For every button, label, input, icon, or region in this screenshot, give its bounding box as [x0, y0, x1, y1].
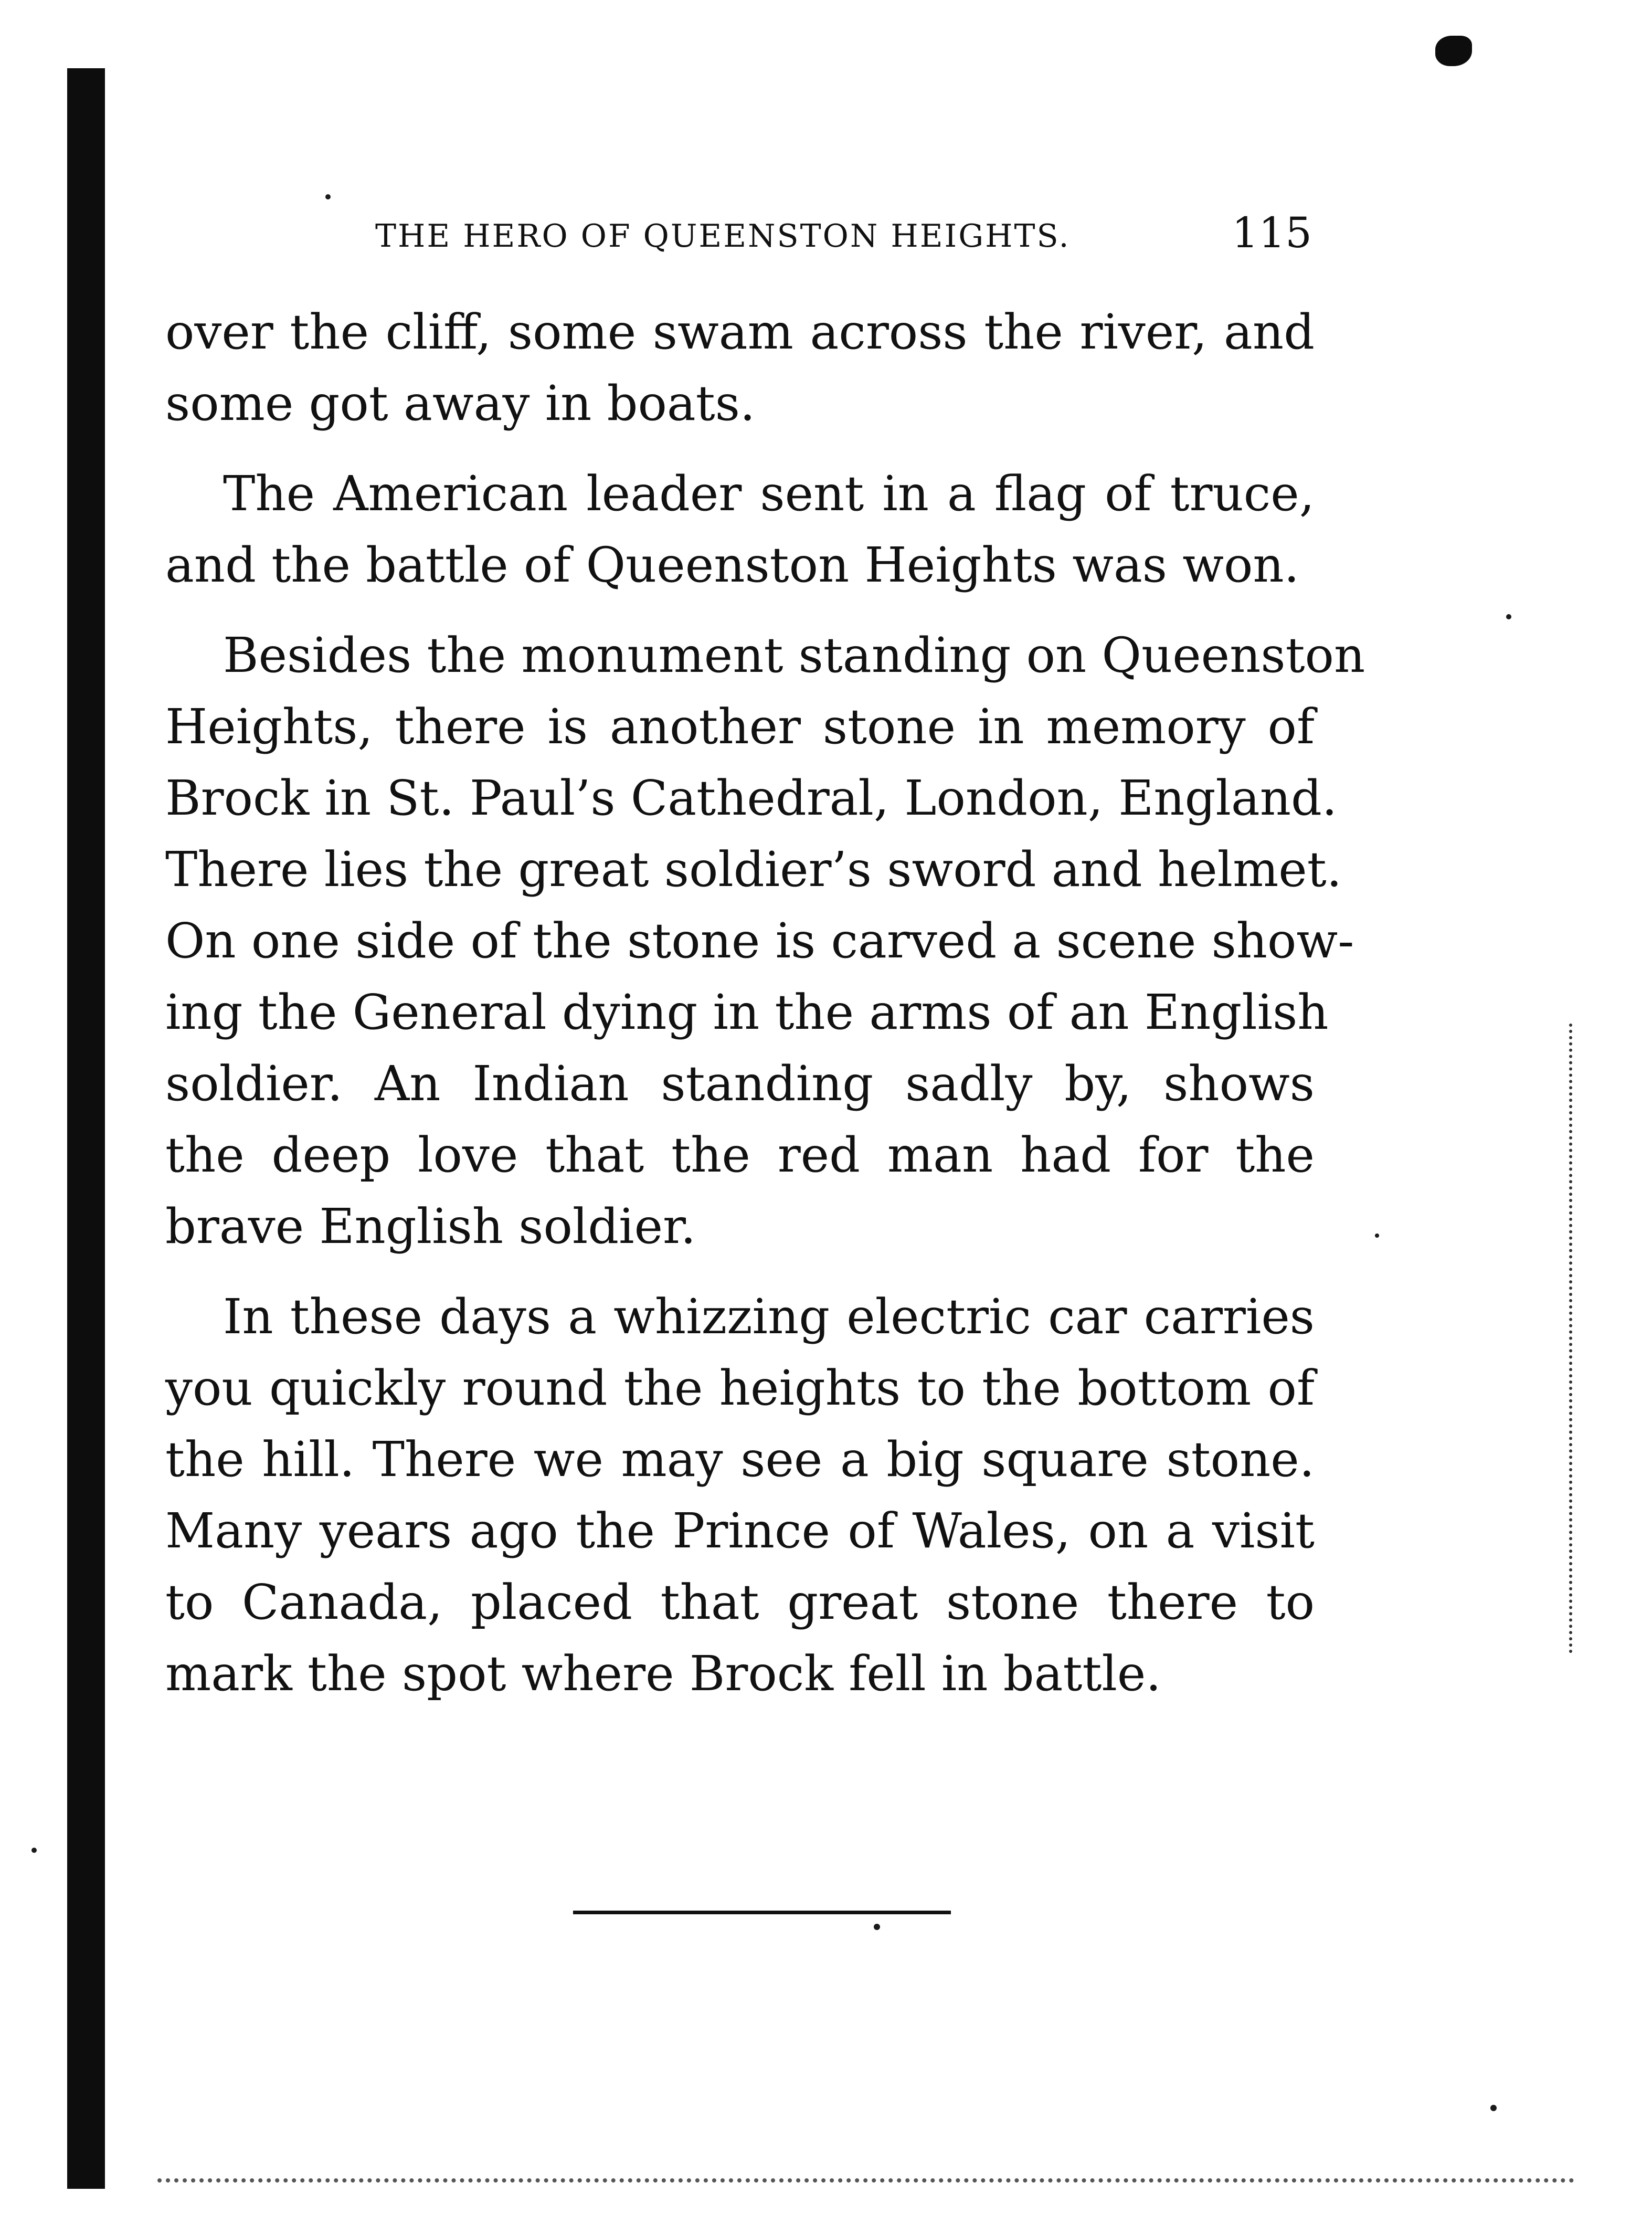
running-head	[173, 207, 1312, 265]
scan-edge-noise	[1569, 1024, 1580, 1653]
text-line: you quickly round the heights to the bottom of	[165, 1360, 1315, 1416]
page-number: 115	[1232, 208, 1312, 257]
text-line: ing the General dying in the arms of an English	[165, 984, 1329, 1040]
text-line: Many years ago the Prince of Wales, on a visit	[165, 1503, 1315, 1559]
text-line: soldier. An Indian standing sadly by, shows	[165, 1056, 1315, 1112]
scan-speck	[874, 1924, 880, 1930]
scan-speck	[31, 1848, 37, 1853]
text-line: some got away in boats.	[165, 375, 756, 431]
text-line: The American leader sent in a flag of truce,	[223, 466, 1315, 522]
running-title: THE HERO OF QUEENSTON HEIGHTS.	[375, 218, 1071, 255]
scan-speck	[325, 194, 331, 199]
scan-speck	[1375, 1234, 1379, 1238]
ink-blot	[1435, 36, 1472, 66]
text-line: and the battle of Queenston Heights was won.	[165, 537, 1299, 593]
paragraph	[165, 297, 1315, 439]
text-line: over the cliff, some swam across the river, and	[165, 304, 1315, 360]
text-line: to Canada, placed that great stone there to	[165, 1574, 1315, 1630]
section-end-rule	[573, 1911, 951, 1914]
text-line: Heights, there is another stone in memory of	[165, 699, 1315, 755]
text-line: the deep love that the red man had for the	[165, 1127, 1315, 1183]
text-line: mark the spot where Brock fell in battle.	[165, 1646, 1161, 1702]
scan-speck	[1506, 614, 1511, 619]
paragraph	[165, 620, 1365, 1262]
text-line: On one side of the stone is carved a scene show-	[165, 913, 1354, 969]
text-line: There lies the great soldier’s sword and helmet.	[165, 841, 1342, 898]
paragraph	[165, 1281, 1315, 1710]
body-text	[165, 297, 1365, 1728]
text-line: the hill. There we may see a big square stone.	[165, 1431, 1315, 1488]
scan-gutter-shadow	[67, 68, 105, 2189]
text-line: Besides the monument standing on Queenston	[223, 627, 1365, 683]
paragraph	[165, 458, 1315, 601]
text-line: Brock in St. Paul’s Cathedral, London, England.	[165, 770, 1338, 826]
scan-bottom-noise	[157, 2178, 1574, 2209]
scan-speck	[1490, 2105, 1497, 2111]
text-line: brave English soldier.	[165, 1198, 696, 1254]
text-line: In these days a whizzing electric car carries	[223, 1289, 1315, 1345]
